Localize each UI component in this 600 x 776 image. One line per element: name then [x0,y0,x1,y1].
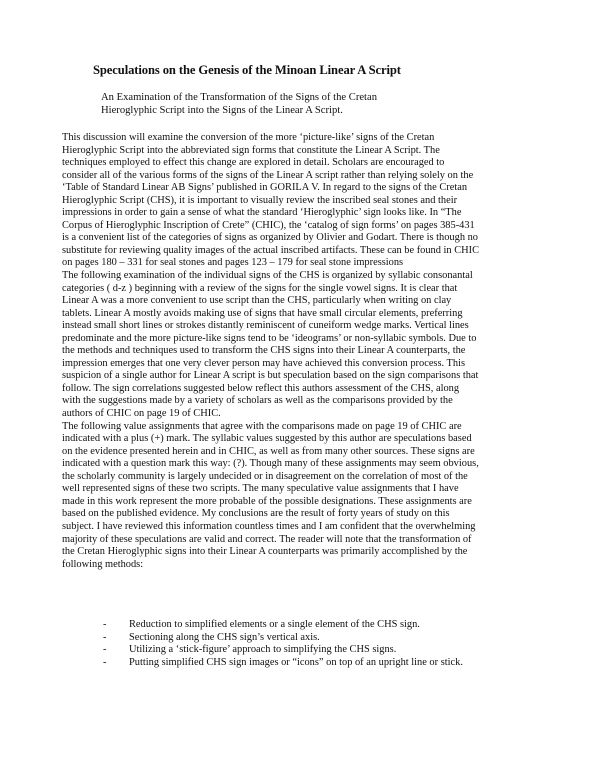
paragraph-value-assignments [62,421,554,572]
text-line: the methods and techniques used to transform the CHS signs into their Linear A counterparts, the [62,345,466,357]
text-line: ‘Table of Standard Linear AB Signs’ published in GORILA V. In regard to the signs of the Cretan [62,182,468,194]
text-line: with the suggestions made by a variety of scholars as well as the comparisons provided by the [62,395,453,407]
bullet-dash: - [103,619,107,630]
text-line: on the evidence presented herein and in CHIC, as well as from many other sources. These signs are [62,445,475,457]
text-line: indicated with a question mark this way: (?). Though many of these assignments may seem obvious, [62,458,479,470]
text-line: suspicion of a single author for Linear A script is but speculation based on the sign comparisons that [62,370,479,382]
text-line: The following examination of the individual signs of the CHS is organized by syllabic consonantal [62,270,473,282]
text-line: substitute for reviewing quality images of the actual inscribed artifacts. These can be found in CHIC [62,244,480,256]
document-title: Speculations on the Genesis of the Minoan Linear A Script [93,63,401,77]
subtitle-line: Hieroglyphic Script into the Signs of the Linear A Script. [101,105,343,117]
text-line: is a convenient list of the categories of signs as organized by Olivier and Godart. There is though no [62,232,479,244]
text-line: follow. The sign correlations suggested below reflect this authors assessment of the CHS, along [62,382,460,394]
text-line: This discussion will examine the conversion of the more ‘picture-like’ signs of the Cretan [62,132,435,143]
text-line: consider all of the various forms of the signs of the Linear A script rather than relying solely on the [62,169,474,181]
subtitle-line: An Examination of the Transformation of the Signs of the Cretan [101,92,377,103]
text-line: Corpus of Hieroglyphic Inscription of Crete” (CHIC), the ‘catalog of sign forms’ on pages 385-431 [62,219,475,231]
text-line: impression emerges that one very clever person may have achieved this conversion process. This [62,357,465,369]
list-item [103,632,543,645]
text-line: majority of these speculations are valid and correct. The reader will note that the transformation of [62,533,472,545]
text-line: indicated with a plus (+) mark. The syllabic values suggested by this author are speculations based [62,433,472,445]
bullet-dash: - [103,656,107,668]
list-item-text: Sectioning along the CHS sign’s vertical axis. [129,631,320,643]
text-line: impressions in order to gain a sense of what the standard ‘Hieroglyphic’ sign looks like. In “The [62,207,462,219]
text-line: categories ( d-z ) beginning with a review of the signs for the single vowel signs. It is clear that [62,282,458,294]
list-item [103,657,543,670]
text-line: the Cretan Hieroglyphic signs into their Linear A counterparts was primarily accomplished by the [62,546,468,558]
text-line: authors of CHIC on page 19 of CHIC. [62,408,221,420]
text-line: made in this work represent the more probable of the possible designations. These assignments are [62,495,472,507]
bullet-dash: - [103,644,107,655]
list-item [103,644,543,657]
list-item-text: Reduction to simplified elements or a single element of the CHS sign. [129,619,420,630]
text-line: following methods: [62,558,144,570]
text-line: the scholarly community is largely undecided or in disagreement on the correlation of most of the [62,470,468,482]
text-line: based on the published evidence. My conclusions are the result of forty years of study on this [62,508,450,520]
bullet-dash: - [103,631,107,643]
document-subtitle [101,91,481,118]
paragraph-intro [62,132,554,270]
text-line: subject. I have reviewed this information countless times and I am confident that the overwhelming [62,520,476,532]
text-line: instead small short lines or strokes distantly reminiscent of cuneiform wedge marks. Vertical lines [62,320,469,332]
text-line: Hieroglyphic Script (CHS), it is important to visually review the inscribed seal stones and their [62,194,458,206]
text-line: Linear A was a more convenient to use script than the CHS, particularly when writing on clay [62,295,452,307]
text-line: Hieroglyphic Script into the abbreviated sign forms that constitute the Linear A Script. The [62,144,440,156]
text-line: on pages 180 – 331 for seal stones and pages 123 – 179 for seal stone impressions [62,257,404,269]
paragraph-organization [62,270,554,421]
text-line: techniques employed to effect this change are explored in detail. Scholars are encouraged to [62,157,445,169]
text-line: The following value assignments that agree with the comparisons made on page 19 of CHIC are [62,420,462,432]
text-line: tablets. Linear A mostly avoids making use of signs that have small circular elements, preferring [62,307,463,319]
document-body [62,132,554,571]
list-item-text: Putting simplified CHS sign images or “icons” on top of an upright line or stick. [129,656,463,668]
text-line: well represented signs of these two scripts. The many speculative value assignments that I have [62,483,459,495]
list-item [103,619,543,632]
list-item-text: Utilizing a ‘stick-figure’ approach to simplifying the CHS signs. [129,644,397,655]
methods-list [103,619,543,669]
text-line: predominate and the more picture-like signs tend to be ‘ideograms’ or non-syllabic symbols. Due to [62,332,477,344]
